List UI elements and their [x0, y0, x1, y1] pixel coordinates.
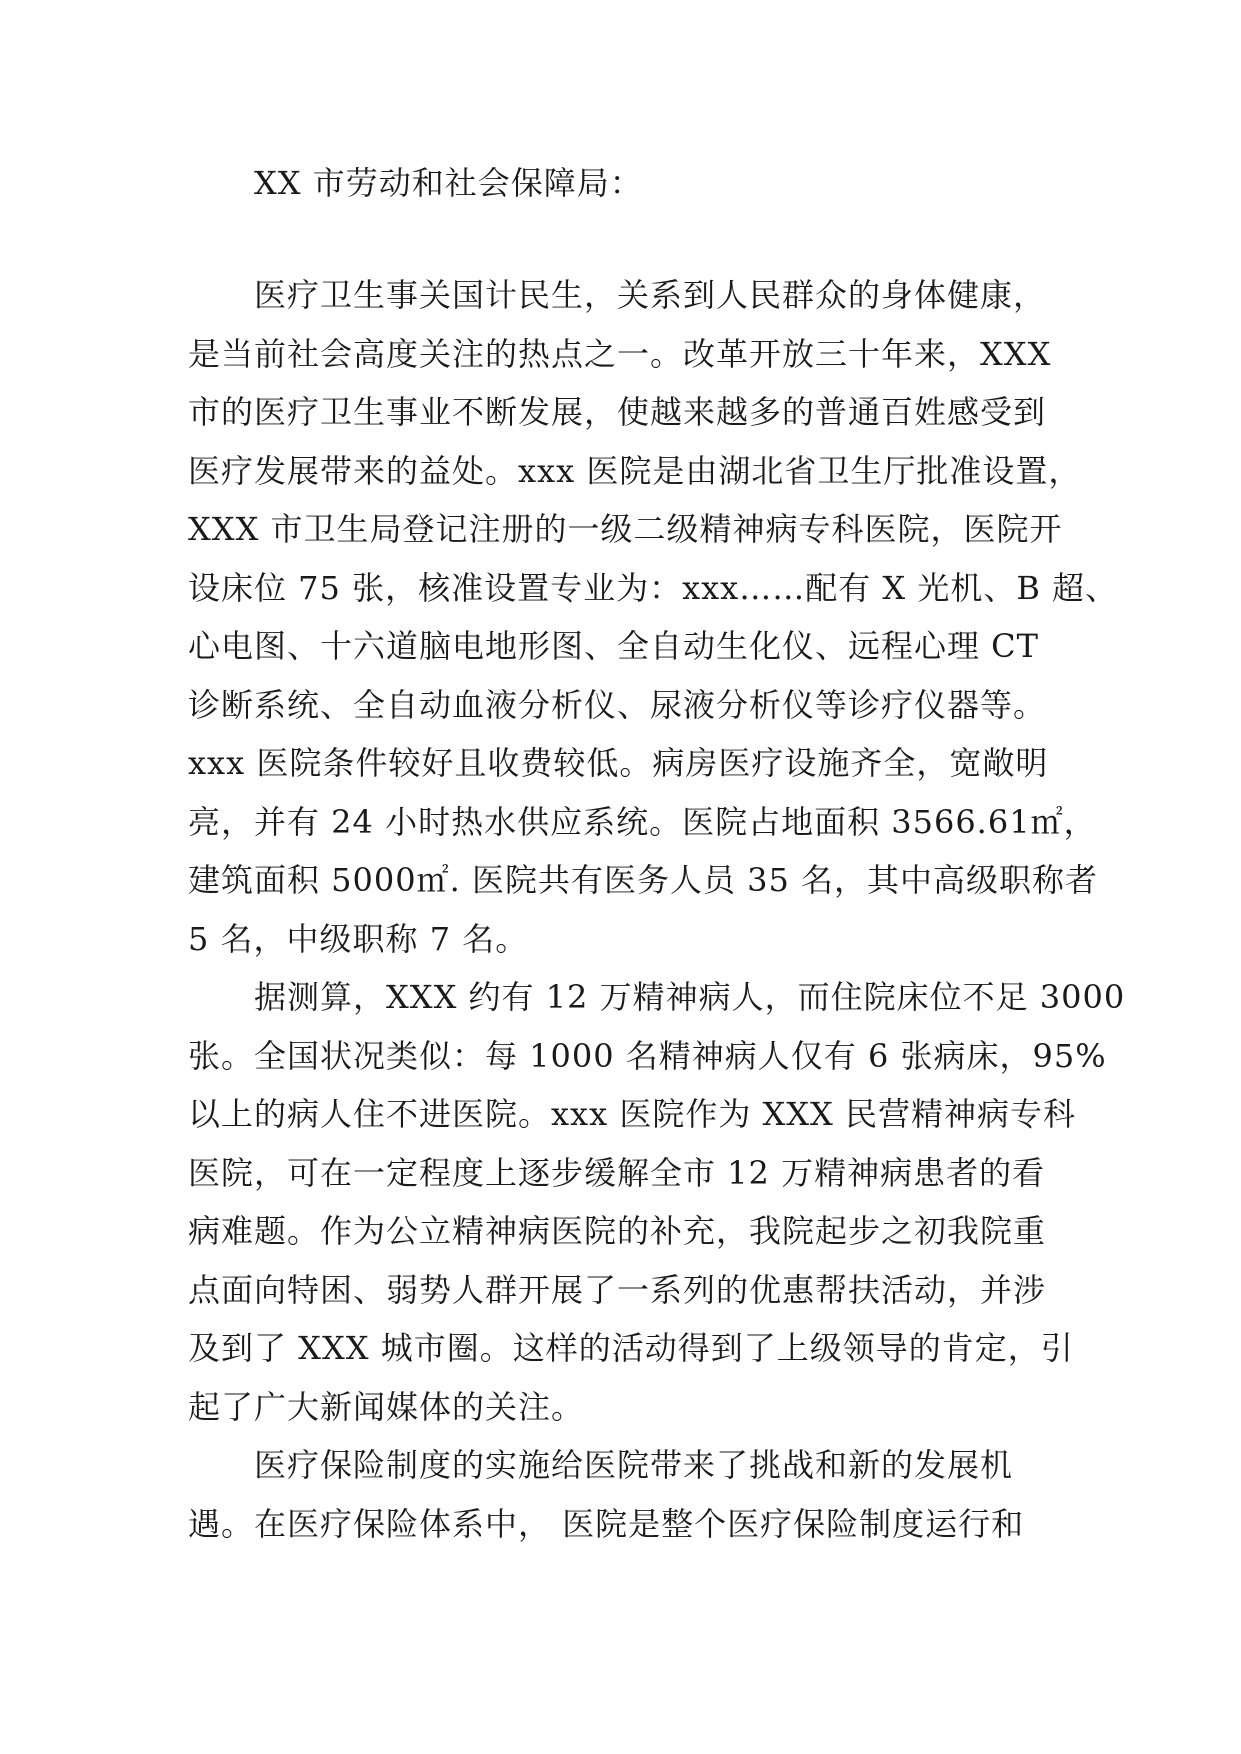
text-line: 张。全国状况类似：每 1000 名精神病人仅有 6 张病床，95% — [188, 1036, 1107, 1075]
text-line: 5 名，中级职称 7 名。 — [188, 919, 529, 958]
text-line: 点面向特困、弱势人群开展了一系列的优惠帮扶活动，并涉 — [188, 1270, 1047, 1309]
text-line: 医疗卫生事关国计民生，关系到人民群众的身体健康， — [254, 276, 1047, 314]
text-line: 病难题。作为公立精神病医院的补充，我院起步之初我院重 — [188, 1212, 1047, 1250]
text-line: 遇。在医疗保险体系中， 医院是整个医疗保险制度运行和 — [188, 1504, 1025, 1543]
text-line: 及到了 XXX 城市圈。这样的活动得到了上级领导的肯定，引 — [188, 1329, 1074, 1367]
text-line: 医院，可在一定程度上逐步缓解全市 12 万精神病患者的看 — [188, 1153, 1046, 1192]
paragraph-insurance — [188, 1436, 1068, 1553]
text-line: 起了广大新闻媒体的关注。 — [188, 1387, 585, 1426]
paragraph-patient-statistics — [188, 968, 1126, 1436]
text-line: 诊断系统、全自动血液分析仪、尿液分析仪等诊疗仪器等。 — [188, 685, 1047, 724]
text-line: 以上的病人住不进医院。xxx 医院作为 XXX 民营精神病专科 — [188, 1095, 1077, 1133]
text-line: 心电图、十六道脑电地形图、全自动生化仪、远程心理 CT — [188, 627, 1040, 665]
text-line: 市的医疗卫生事业不断发展，使越来越多的普通百姓感受到 — [188, 393, 1047, 431]
text-line: 设床位 75 张，核准设置专业为：xxx……配有 X 光机、B 超、 — [188, 568, 1119, 607]
text-line: 医疗保险制度的实施给医院带来了挑战和新的发展机 — [254, 1446, 1014, 1484]
text-line: XXX 市卫生局登记注册的一级二级精神病专科医院，医院开 — [188, 510, 1063, 548]
text-line: 建筑面积 5000㎡. 医院共有医务人员 35 名，其中高级职称者 — [188, 861, 1099, 899]
salutation: XX 市劳动和社会保障局： — [254, 164, 643, 202]
text-line: 医疗发展带来的益处。xxx 医院是由湖北省卫生厅批准设置， — [188, 451, 1082, 490]
text-line: xxx 医院条件较好且收费较低。病房医疗设施齐全，宽敞明 — [188, 744, 1049, 782]
body-text — [188, 266, 1126, 1553]
paragraph-hospital-intro — [188, 266, 1119, 968]
text-line: 据测算，XXX 约有 12 万精神病人，而住院床位不足 3000 — [254, 978, 1126, 1016]
text-line: 是当前社会高度关注的热点之一。改革开放三十年来，XXX — [188, 334, 1052, 373]
text-line: 亮，并有 24 小时热水供应系统。医院占地面积 3566.61㎡， — [188, 802, 1097, 841]
